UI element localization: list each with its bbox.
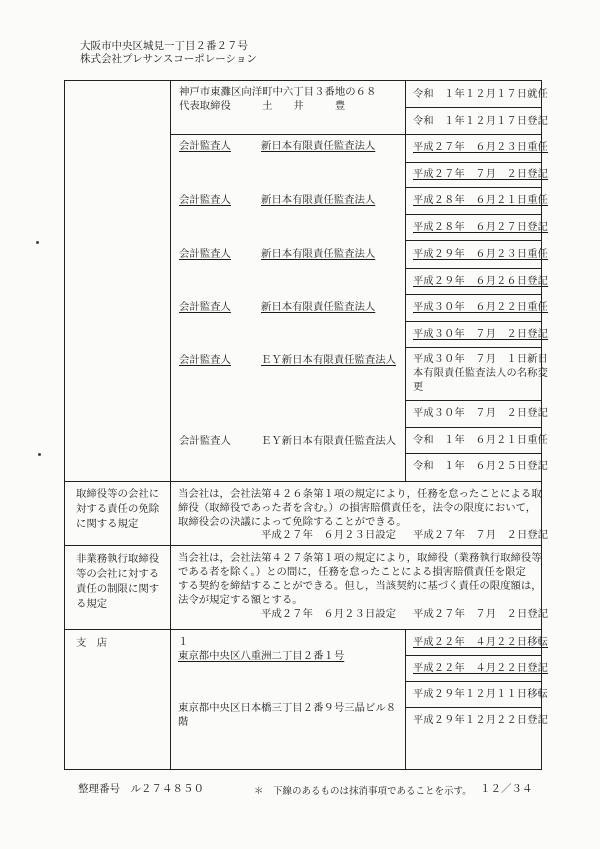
auditor-reappointed-date: 令和 １年 ６月２１日重任	[413, 435, 549, 446]
page-number: １２／３４	[480, 783, 533, 795]
date-divider	[405, 681, 542, 682]
branch-label: 支 店	[76, 637, 108, 649]
date-divider	[405, 400, 542, 401]
exemption-label: 対する責任の免除	[76, 503, 160, 515]
limitation-text: 法令が規定する額とする。	[178, 594, 303, 606]
auditor-name: ＥＹ新日本有限責任監査法人	[261, 435, 397, 447]
auditor-registered-date: 平成２９年 ６月２６日登記	[413, 276, 549, 287]
limitation-text: である者を除く。）との間に，任務を怠ったことによる損害賠償責任を限定	[178, 566, 526, 578]
section-divider	[64, 629, 542, 630]
auditor-name: 新日本有限責任監査法人	[261, 140, 376, 152]
auditor-registered-date: 令和 １年 ６月２５日登記	[413, 461, 549, 472]
limitation-text: する契約を締結することができる。但し，当該契約に基づく責任の限度額は，	[178, 580, 542, 592]
limitation-label: る規定	[76, 598, 108, 610]
exemption-label: に関する規定	[76, 518, 139, 530]
auditor-name: ＥＹ新日本有限責任監査法人	[261, 354, 397, 366]
auditor-name: 新日本有限責任監査法人	[261, 194, 376, 206]
company-address: 大阪市中央区城見一丁目２番２７号	[80, 40, 248, 52]
date-divider	[405, 707, 542, 708]
section-divider	[64, 545, 542, 546]
auditor-label: 会計監査人	[179, 248, 231, 260]
auditor-registered-date: 平成２８年 ６月２７日登記	[413, 222, 549, 233]
row-divider	[170, 134, 542, 135]
date-divider	[405, 655, 542, 656]
auditor-name: 新日本有限責任監査法人	[261, 248, 376, 260]
column-divider	[170, 80, 171, 770]
date-divider	[405, 187, 542, 188]
representative-appointed-date: 令和 １年１２月１７日就任	[413, 89, 549, 100]
date-divider	[405, 268, 542, 269]
auditor-label: 会計監査人	[179, 140, 231, 152]
exemption-text: 締役（取締役であった者を含む。）の損害賠償責任を，法令の限度において，	[178, 502, 537, 514]
limitation-label: 責任の制限に関す	[76, 583, 160, 595]
auditor-reappointed-date: 平成３０年 ６月２２日重任	[413, 302, 549, 313]
exemption-label: 取締役等の会社に	[76, 488, 160, 500]
date-divider	[405, 427, 542, 428]
date-column-divider	[405, 629, 406, 770]
section-divider	[64, 481, 542, 482]
auditor-label: 会計監査人	[179, 301, 231, 313]
auditor-reappointed-date: 平成２９年 ６月２３日重任	[413, 249, 549, 260]
date-divider	[405, 294, 542, 295]
auditor-name-change-text: 更	[413, 382, 424, 393]
auditor-label: 会計監査人	[179, 354, 231, 366]
auditor-name: 新日本有限責任監査法人	[261, 301, 376, 313]
date-divider	[405, 321, 542, 322]
branch-address-new: 階	[178, 716, 189, 728]
auditor-label: 会計監査人	[179, 435, 231, 447]
auditor-label: 会計監査人	[179, 194, 231, 206]
limitation-reg-date: 平成２７年 ７月 ２日登記	[413, 608, 549, 620]
auditor-registered-date: 平成３０年 ７月 ２日登記	[413, 329, 549, 340]
scan-mark	[36, 241, 39, 244]
date-divider	[405, 453, 542, 454]
limitation-label: 非業務執行取締役	[76, 553, 160, 565]
representative-address: 神戸市東灘区向洋町中六丁目３番地の６８	[179, 86, 377, 98]
auditor-name-change-text: 本有限責任監査法人の名称変	[413, 368, 549, 379]
branch-address-old: 東京都中央区八重洲二丁目２番１号	[178, 650, 345, 662]
branch-number: １	[178, 636, 189, 648]
branch-registered-date: 平成２９年１２月２２日登記	[413, 715, 549, 726]
reference-number: 整理番号 ル２７４８５０	[78, 783, 204, 795]
date-divider	[405, 214, 542, 215]
exemption-text: 取締役会の決議によって免除することができる。	[178, 516, 407, 528]
auditor-reappointed-date: 平成２８年 ６月２１日重任	[413, 195, 549, 206]
exemption-text: 当会社は，会社法第４２６条第１項の規定により，任務を怠ったことによる取	[178, 488, 542, 500]
auditor-registered-date: 平成２７年 ７月 ２日登記	[413, 169, 549, 180]
exemption-set-date: 平成２７年 ６月２３日設定	[261, 529, 397, 541]
company-name: 株式会社プレサンスコーポレーション	[80, 53, 257, 65]
branch-address-new: 東京都中央区日本橋三丁目２番９号三晶ビル８	[178, 702, 397, 714]
branch-registered-date: 平成２２年 ４月２２日登記	[413, 663, 549, 674]
limitation-label: 等の会社に対する	[76, 568, 160, 580]
date-divider	[405, 162, 542, 163]
limitation-set-date: 平成２７年 ６月２３日設定	[261, 608, 397, 620]
scan-mark	[38, 453, 41, 456]
branch-moved-date: 平成２２年 ４月２２日移転	[413, 637, 549, 648]
auditor-name-change-date: 平成３０年 ７月 １日新日	[413, 354, 549, 365]
auditor-reappointed-date: 平成２７年 ６月２３日重任	[413, 142, 549, 153]
branch-moved-date: 平成２９年１２月１１日移転	[413, 689, 549, 700]
representative-registered-date: 令和 １年１２月１７日登記	[413, 116, 549, 127]
underline-note: ＊ 下線のあるものは抹消事項であることを示す。	[254, 786, 472, 797]
date-divider	[405, 107, 542, 108]
exemption-reg-date: 平成２７年 ７月 ２日登記	[413, 529, 549, 541]
auditor-registered-date: 平成３０年 ７月 ２日登記	[413, 408, 549, 419]
limitation-text: 当会社は，会社法第４２７条第１項の規定により，取締役（業務執行取締役等	[178, 552, 542, 564]
date-column-divider	[405, 80, 406, 481]
representative-name: 代表取締役 土 井 豊	[179, 100, 346, 112]
date-divider	[405, 347, 542, 348]
date-divider	[405, 240, 542, 241]
